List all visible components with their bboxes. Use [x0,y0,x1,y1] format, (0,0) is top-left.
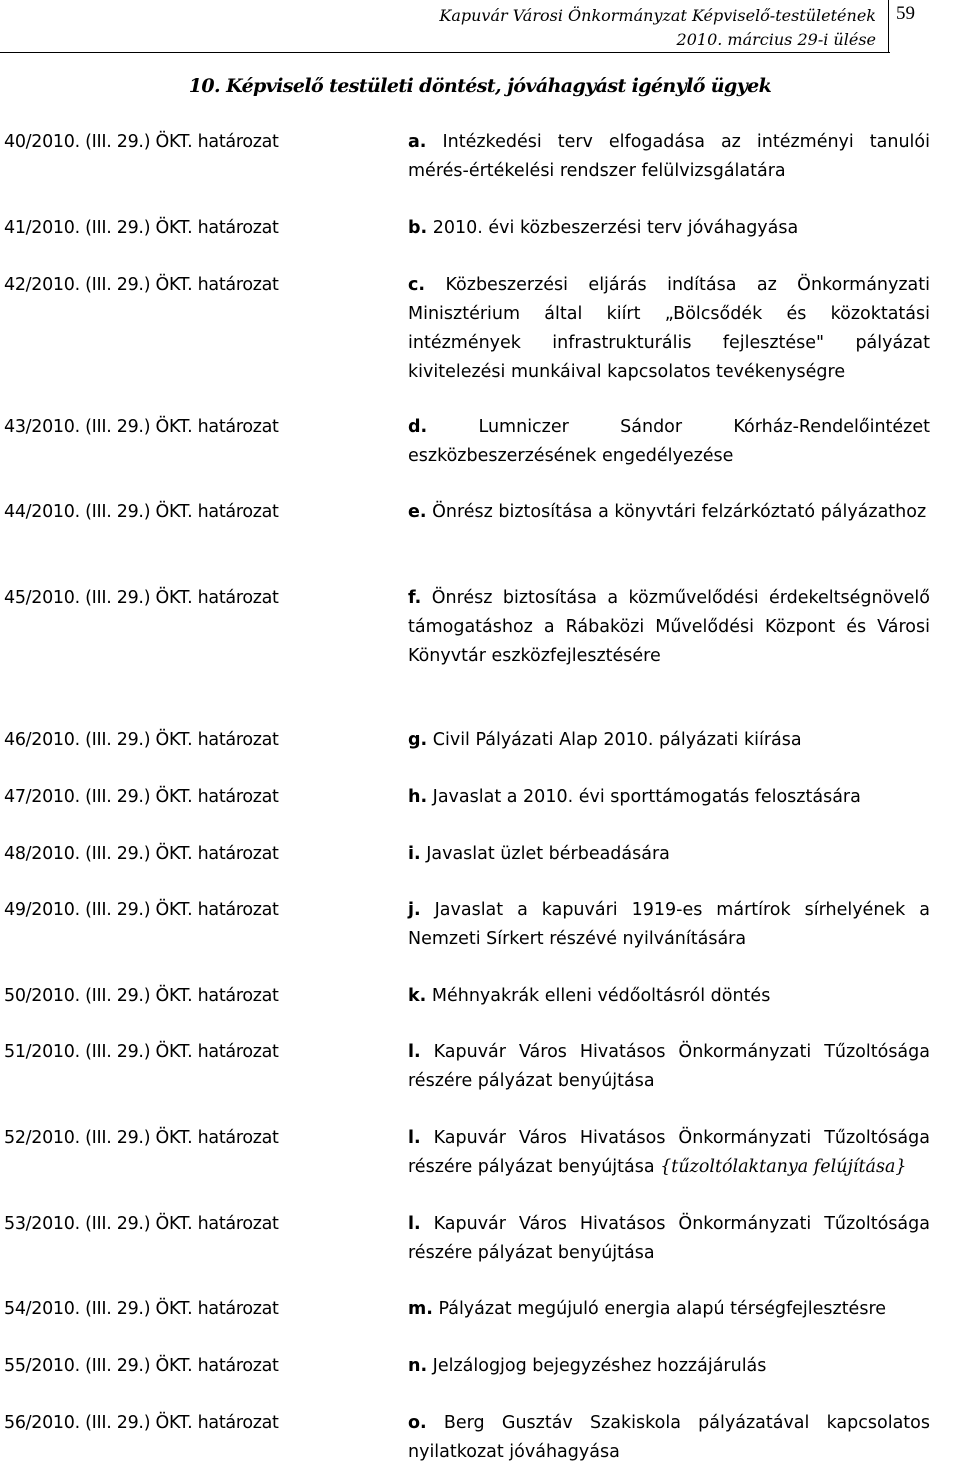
resolution-description [408,840,930,869]
resolution-text: Közbeszerzési eljárás indítása az Önkormányzati Minisztérium által kiírt „Bölcsődék és közoktatási intézmények infrastrukturális fejlesztése" pályázat kivitelezési munkáival kapcsolatos tevékenységre [408,275,930,382]
resolution-letter: g. [408,730,428,750]
resolution-description [408,783,930,812]
resolution-text: Önrész biztosítása a közművelődési érdekeltségnövelő támogatáshoz a Rábaközi Művelődési Központ és Városi Könyvtár eszközfejlesztésére [408,588,930,666]
resolution-letter: i. [408,844,421,864]
resolution-text: Kapuvár Város Hivatásos Önkormányzati Tűzoltósága részére pályázat benyújtása [408,1128,930,1177]
resolution-letter: f. [408,588,422,608]
resolution-ref: 54/2010. (III. 29.) ÖKT. határozat [4,1299,279,1319]
resolution-ref: 41/2010. (III. 29.) ÖKT. határozat [4,218,279,238]
resolution-description [408,1124,930,1182]
resolution-description [408,128,930,186]
resolution-letter: l. [408,1128,421,1148]
resolution-letter: k. [408,986,427,1006]
resolution-text: Intézkedési terv elfogadása az intézményi tanulói mérés-értékelési rendszer felülvizsgálatára [408,132,930,181]
resolution-text: Kapuvár Város Hivatásos Önkormányzati Tűzoltósága részére pályázat benyújtása [408,1042,930,1091]
resolution-note: {tűzoltólaktanya felújítása} [660,1157,907,1177]
resolution-description [408,1295,930,1324]
resolution-ref: 40/2010. (III. 29.) ÖKT. határozat [4,132,279,152]
resolution-ref: 46/2010. (III. 29.) ÖKT. határozat [4,730,279,750]
resolution-description [408,1409,930,1467]
resolution-letter: j. [408,900,421,920]
resolution-text: Kapuvár Város Hivatásos Önkormányzati Tűzoltósága részére pályázat benyújtása [408,1214,930,1263]
resolution-ref: 47/2010. (III. 29.) ÖKT. határozat [4,787,279,807]
resolution-letter: o. [408,1413,427,1433]
resolution-description [408,214,930,243]
section-title: 10. Képviselő testületi döntést, jóváhagyást igénylő ügyek [188,75,772,97]
resolution-text: Javaslat üzlet bérbeadására [420,844,670,864]
resolution-description [408,896,930,954]
header-line-1: Kapuvár Városi Önkormányzat Képviselő-testületének [439,6,876,25]
resolution-text: 2010. évi közbeszerzési terv jóváhagyása [427,218,799,238]
resolution-ref: 49/2010. (III. 29.) ÖKT. határozat [4,900,279,920]
resolution-description [408,1210,930,1268]
resolution-description [408,413,930,471]
resolution-ref: 48/2010. (III. 29.) ÖKT. határozat [4,844,279,864]
resolution-description [408,271,930,387]
resolution-ref: 51/2010. (III. 29.) ÖKT. határozat [4,1042,279,1062]
resolution-letter: m. [408,1299,433,1319]
resolution-text: Önrész biztosítása a könyvtári felzárkóztató pályázathoz [426,502,927,522]
resolution-description [408,498,930,527]
resolution-ref: 50/2010. (III. 29.) ÖKT. határozat [4,986,279,1006]
resolution-ref: 44/2010. (III. 29.) ÖKT. határozat [4,502,279,522]
resolution-description [408,1352,930,1381]
resolution-ref: 52/2010. (III. 29.) ÖKT. határozat [4,1128,279,1148]
resolution-letter: n. [408,1356,428,1376]
resolution-description [408,584,930,671]
resolution-description [408,726,930,755]
resolution-text: Lumniczer Sándor Kórház-Rendelőintézet eszközbeszerzésének engedélyezése [408,417,930,466]
resolution-text: Pályázat megújuló energia alapú térségfejlesztésre [432,1299,887,1319]
resolution-letter: l. [408,1042,421,1062]
resolution-text: Javaslat a 2010. évi sporttámogatás felosztására [427,787,861,807]
resolution-ref: 55/2010. (III. 29.) ÖKT. határozat [4,1356,279,1376]
resolution-ref: 43/2010. (III. 29.) ÖKT. határozat [4,417,279,437]
header-line-2: 2010. március 29-i ülése [676,30,876,49]
resolution-ref: 45/2010. (III. 29.) ÖKT. határozat [4,588,279,608]
resolution-ref: 42/2010. (III. 29.) ÖKT. határozat [4,275,279,295]
resolution-ref: 53/2010. (III. 29.) ÖKT. határozat [4,1214,279,1234]
resolution-text: Javaslat a kapuvári 1919-es mártírok sírhelyének a Nemzeti Sírkert részévé nyilvánítására [408,900,930,949]
resolution-letter: e. [408,502,427,522]
resolution-description [408,1038,930,1096]
resolution-letter: a. [408,132,427,152]
resolution-letter: h. [408,787,428,807]
resolution-text: Berg Gusztáv Szakiskola pályázatával kapcsolatos nyilatkozat jóváhagyása [408,1413,930,1462]
resolution-letter: d. [408,417,428,437]
resolution-description [408,982,930,1011]
resolution-letter: c. [408,275,426,295]
resolution-letter: l. [408,1214,421,1234]
resolution-ref: 56/2010. (III. 29.) ÖKT. határozat [4,1413,279,1433]
resolution-text: Civil Pályázati Alap 2010. pályázati kiírása [427,730,802,750]
resolution-text: Jelzálogjog bejegyzéshez hozzájárulás [427,1356,767,1376]
resolution-text: Méhnyakrák elleni védőoltásról döntés [426,986,771,1006]
page-number: 59 [896,3,915,24]
resolution-letter: b. [408,218,428,238]
